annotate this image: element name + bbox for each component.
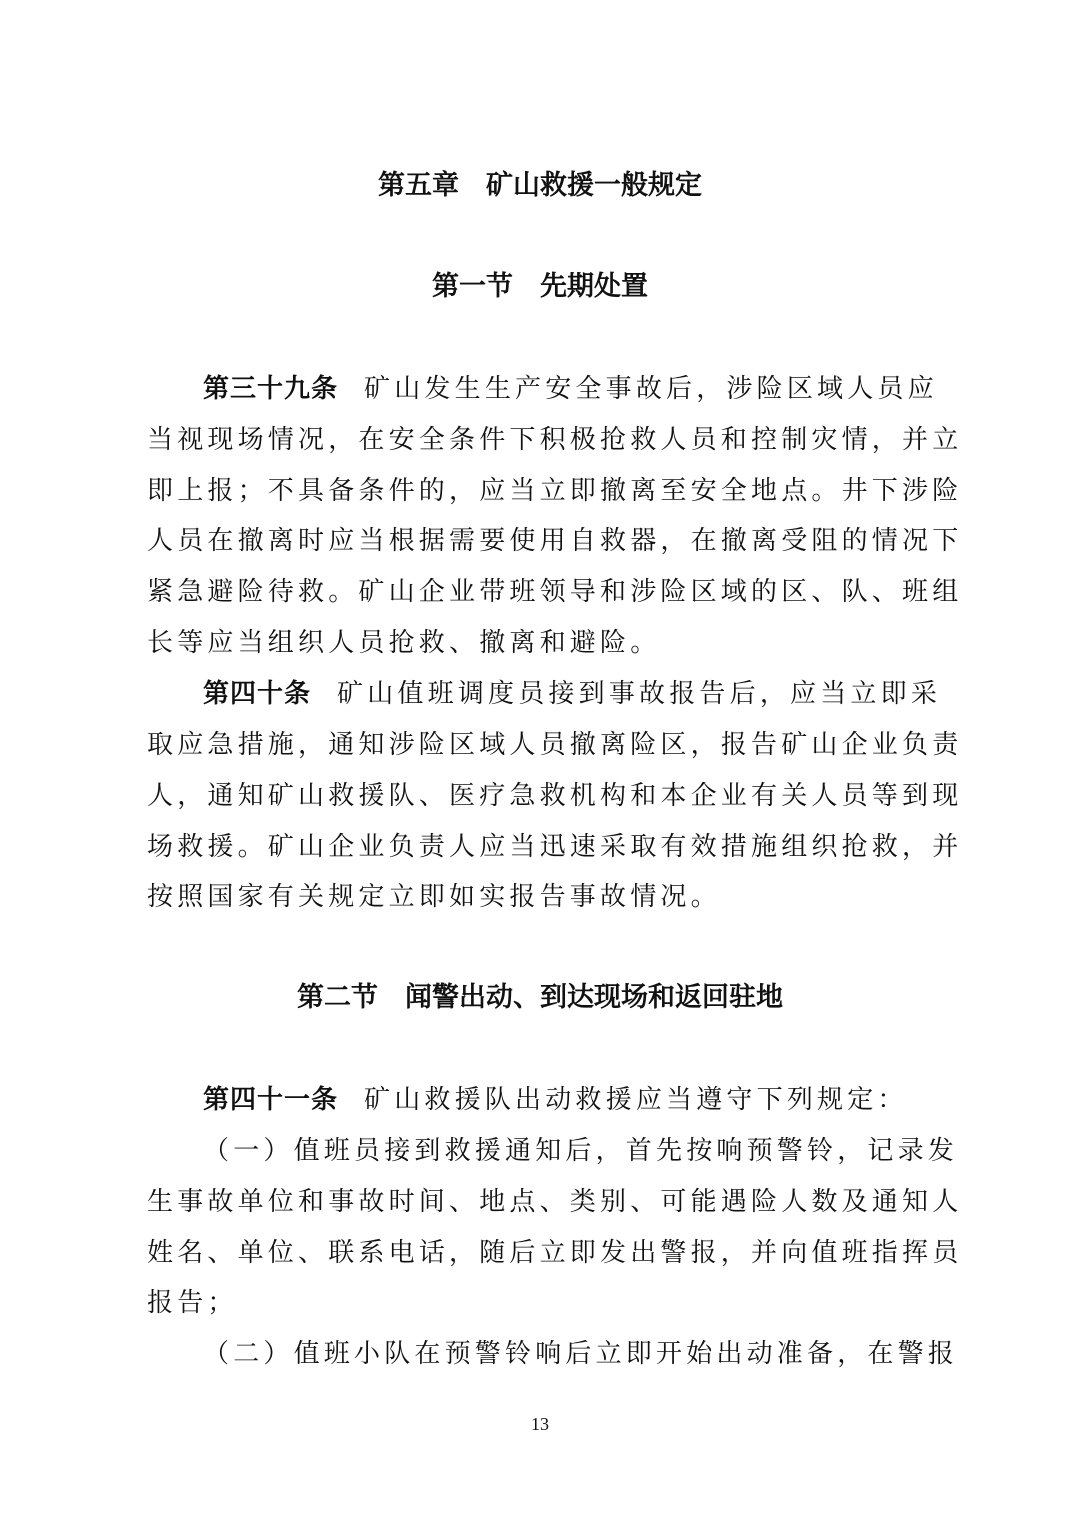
page-number: 13 — [531, 1414, 549, 1434]
article-40-text: 矿山值班调度员接到事故报告后，应当立即采 — [337, 679, 942, 709]
article-40-label: 第四十条 — [203, 679, 312, 709]
item-1-line-3: 姓名、单位、联系电话，随后立即发出警报，并向值班指挥员 — [147, 1238, 963, 1268]
article-41-line-1 — [203, 1080, 937, 1120]
section-title-1: 第一节 先期处置 — [432, 271, 648, 302]
article-40-line-3: 人，通知矿山救援队、医疗急救机构和本企业有关人员等到现 — [147, 781, 963, 811]
article-39-text: 矿山发生生产安全事故后，涉险区域人员应 — [364, 374, 938, 404]
item-2-line-1: （二）值班小队在预警铃响后立即开始出动准备，在警报 — [203, 1339, 959, 1369]
article-39-line-6: 长等应当组织人员抢救、撤离和避险。 — [147, 628, 661, 658]
article-39-line-4: 人员在撤离时应当根据需要使用自救器，在撤离受阻的情况下 — [147, 526, 963, 556]
item-1-line-1: （一）值班员接到救援通知后，首先按响预警铃，记录发 — [203, 1136, 959, 1166]
article-39-line-1 — [203, 369, 937, 409]
article-39-line-5: 紧急避险待救。矿山企业带班领导和涉险区域的区、队、班组 — [147, 577, 963, 607]
section-title-2: 第二节 闻警出动、到达现场和返回驻地 — [297, 982, 783, 1013]
chapter-title: 第五章 矿山救援一般规定 — [378, 170, 702, 201]
article-39-line-2: 当视现场情况，在安全条件下积极抢救人员和控制灾情，并立 — [147, 425, 963, 455]
article-39-label: 第三十九条 — [203, 374, 339, 404]
item-1-line-2: 生事故单位和事故时间、地点、类别、可能遇险人数及通知人 — [147, 1187, 963, 1217]
article-41-label: 第四十一条 — [203, 1085, 339, 1115]
article-41-text: 矿山救援队出动救援应当遵守下列规定： — [364, 1085, 908, 1115]
article-40-line-5: 按照国家有关规定立即如实报告事故情况。 — [147, 882, 721, 912]
article-39-line-3: 即上报；不具备条件的，应当立即撤离至安全地点。井下涉险 — [147, 476, 963, 506]
item-1-line-4: 报告； — [147, 1288, 238, 1318]
article-40-line-2: 取应急措施，通知涉险区域人员撤离险区，报告矿山企业负责 — [147, 730, 963, 760]
article-40-line-1 — [203, 674, 942, 714]
article-40-line-4: 场救援。矿山企业负责人应当迅速采取有效措施组织抢救，并 — [147, 832, 963, 862]
